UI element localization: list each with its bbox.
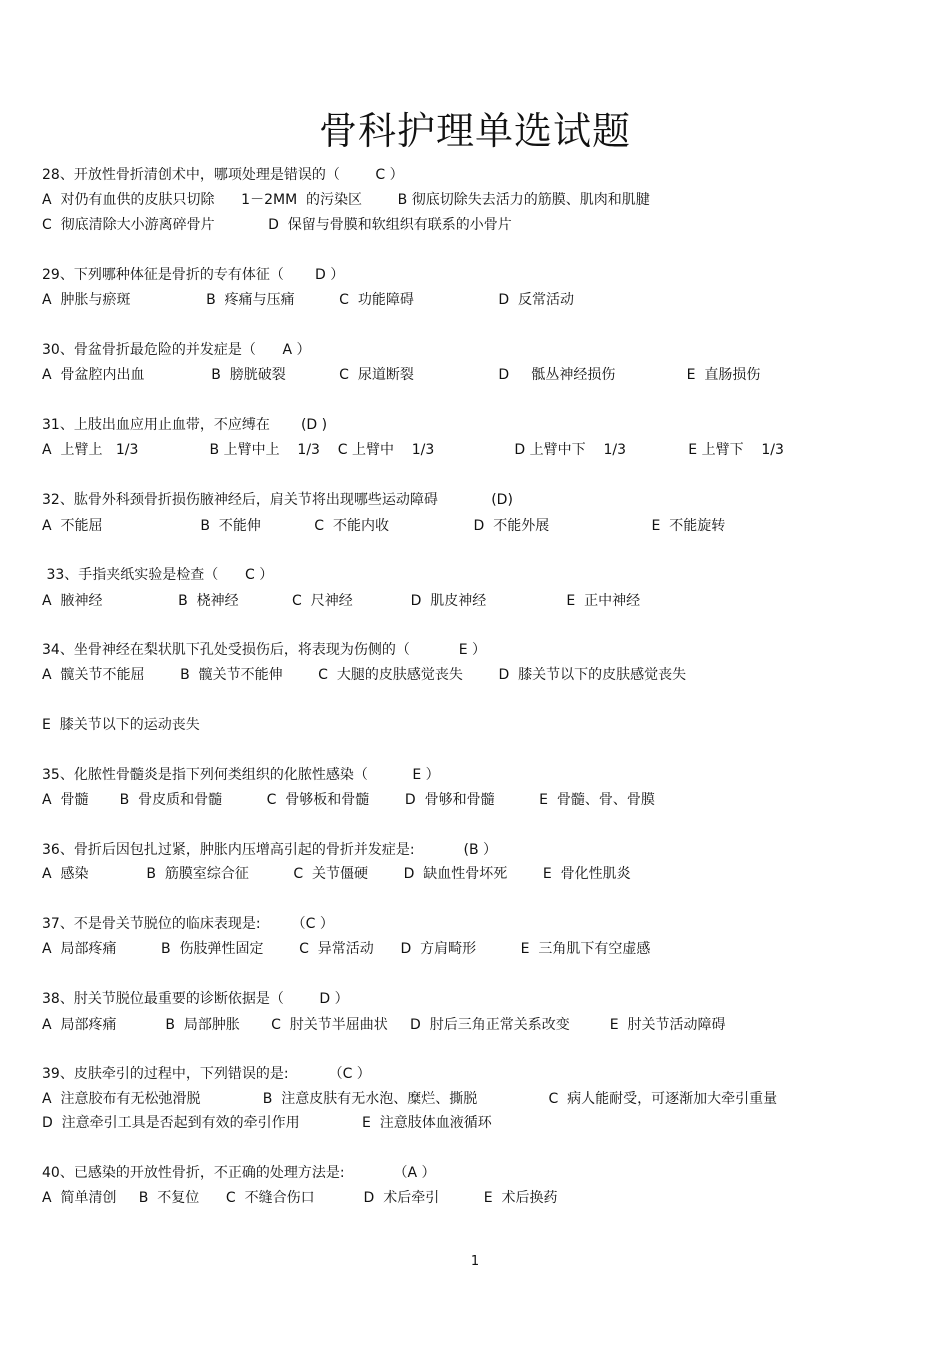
- question-31-stem: 31、上肢出血应用止血带，不应缚在 (D ): [42, 417, 328, 433]
- question-39-options-1: A 注意胶布有无松弛滑脱 B 注意皮肤有无水泡、糜烂、撕脱 C 病人能耐受，可逐渐加大牵引重量: [42, 1091, 778, 1107]
- question-36-stem: 36、骨折后因包扎过紧，肿胀内压增高引起的骨折并发症是: (B ）: [42, 842, 497, 858]
- question-30-stem: 30、骨盆骨折最危险的并发症是（ A ）: [42, 342, 311, 358]
- question-33-options: A 腋神经 B 桡神经 C 尺神经 D 肌皮神经 E 正中神经: [42, 593, 641, 609]
- question-29-stem: 29、下列哪种体征是骨折的专有体征（ D ）: [42, 267, 345, 283]
- question-28-options-1: A 对仍有血供的皮肤只切除 1－2MM 的污染区 B 彻底切除失去活力的筋膜、肌肉和肌腱: [42, 192, 650, 208]
- question-38-options: A 局部疼痛 B 局部肿胀 C 肘关节半屈曲状 D 肘后三角正常关系改变 E 肘关节活动障碍: [42, 1017, 726, 1033]
- question-39-stem: 39、皮肤牵引的过程中，下列错误的是: （C ）: [42, 1066, 371, 1082]
- question-35-stem: 35、化脓性骨髓炎是指下列何类组织的化脓性感染（ E ）: [42, 767, 440, 783]
- question-34-stem: 34、坐骨神经在梨状肌下孔处受损伤后，将表现为伤侧的（ E ）: [42, 642, 487, 658]
- question-37-options: A 局部疼痛 B 伤肢弹性固定 C 异常活动 D 方肩畸形 E 三角肌下有空虚感: [42, 941, 651, 957]
- question-38-stem: 38、肘关节脱位最重要的诊断依据是（ D ）: [42, 991, 349, 1007]
- question-33-stem: 33、手指夹纸实验是检查（ C ）: [42, 567, 274, 583]
- page-number: 1: [470, 1254, 480, 1269]
- question-31-options: A 上臂上 1/3 B 上臂中上 1/3 C 上臂中 1/3 D 上臂中下 1/3 E 上臂下 1/3: [42, 442, 784, 458]
- question-29-options: A 肿胀与瘀斑 B 疼痛与压痛 C 功能障碍 D 反常活动: [42, 292, 575, 308]
- page-title: 骨科护理单选试题: [318, 109, 631, 153]
- question-34-options-1: A 髋关节不能屈 B 髋关节不能伸 C 大腿的皮肤感觉丧失 D 膝关节以下的皮肤感觉丧失: [42, 667, 687, 683]
- question-37-stem: 37、不是骨关节脱位的临床表现是: （C ）: [42, 916, 334, 932]
- question-39-options-2: D 注意牵引工具是否起到有效的牵引作用 E 注意肢体血液循环: [42, 1115, 492, 1131]
- question-28-stem: 28、开放性骨折清创术中，哪项处理是错误的（ C ）: [42, 167, 404, 183]
- question-32-stem: 32、肱骨外科颈骨折损伤腋神经后，肩关节将出现哪些运动障碍 (D): [42, 492, 513, 508]
- question-30-options: A 骨盆腔内出血 B 膀胱破裂 C 尿道断裂 D 骶丛神经损伤 E 直肠损伤: [42, 367, 761, 383]
- question-36-options: A 感染 B 筋膜室综合征 C 关节僵硬 D 缺血性骨坏死 E 骨化性肌炎: [42, 866, 631, 882]
- question-32-options: A 不能屈 B 不能伸 C 不能内收 D 不能外展 E 不能旋转: [42, 518, 726, 534]
- question-35-options: A 骨髓 B 骨皮质和骨髓 C 骨够板和骨髓 D 骨够和骨髓 E 骨髓、骨、骨膜: [42, 792, 655, 808]
- question-28-options-2: C 彻底清除大小游离碎骨片 D 保留与骨膜和软组织有联系的小骨片: [42, 217, 512, 233]
- question-34-options-2: E 膝关节以下的运动丧失: [42, 717, 200, 733]
- question-40-stem: 40、已感染的开放性骨折，不正确的处理方法是: （A ）: [42, 1165, 436, 1181]
- question-40-options: A 简单清创 B 不复位 C 不缝合伤口 D 术后牵引 E 术后换药: [42, 1190, 558, 1206]
